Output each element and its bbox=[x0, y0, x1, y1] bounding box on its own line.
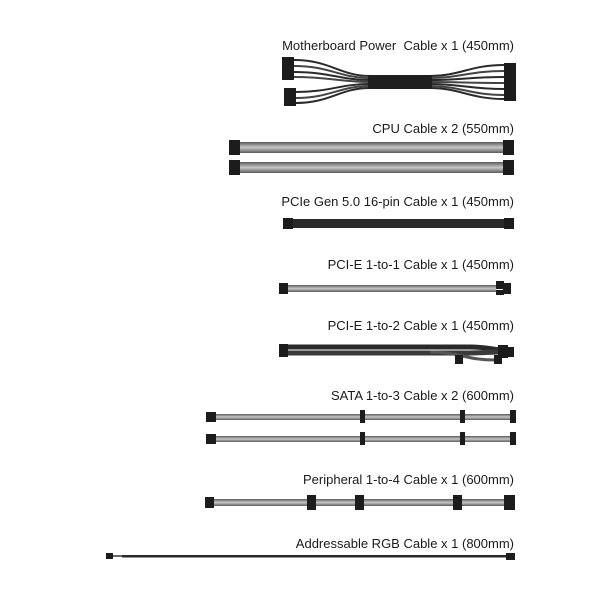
label-argb-cable: Addressable RGB Cable x 1 (800mm) bbox=[295, 536, 514, 551]
sata-cable-image bbox=[206, 410, 516, 445]
label-motherboard-cable: Motherboard Power Cable x 1 (450mm) bbox=[282, 38, 514, 53]
pcie-gen5-cable-image bbox=[283, 218, 514, 229]
cpu-cable-image bbox=[229, 140, 514, 175]
cpu-connector-left-1 bbox=[229, 140, 240, 155]
label-pcie-1to1-cable: PCI-E 1-to-1 Cable x 1 (450mm) bbox=[327, 257, 514, 272]
pcie-1to1-cable-image bbox=[279, 281, 511, 295]
motherboard-connector-left-top bbox=[282, 57, 294, 80]
label-sata-cable: SATA 1-to-3 Cable x 2 (600mm) bbox=[330, 388, 514, 403]
label-cpu-cable: CPU Cable x 2 (550mm) bbox=[372, 121, 514, 136]
label-peripheral-cable: Peripheral 1-to-4 Cable x 1 (600mm) bbox=[303, 472, 514, 487]
cpu-connector-right-1 bbox=[503, 140, 514, 155]
label-pcie-gen5-cable: PCIe Gen 5.0 16-pin Cable x 1 (450mm) bbox=[281, 194, 514, 209]
argb-cable-image bbox=[106, 553, 515, 560]
cpu-connector-right-2 bbox=[503, 160, 514, 175]
motherboard-cable-image bbox=[282, 57, 516, 106]
cpu-connector-left-2 bbox=[229, 160, 240, 175]
motherboard-connector-right bbox=[504, 63, 516, 101]
pcie-1to2-cable-image bbox=[279, 344, 514, 364]
motherboard-connector-left-bottom bbox=[284, 88, 296, 106]
label-pcie-1to2-cable: PCI-E 1-to-2 Cable x 1 (450mm) bbox=[327, 318, 514, 333]
peripheral-cable-image bbox=[205, 495, 515, 510]
